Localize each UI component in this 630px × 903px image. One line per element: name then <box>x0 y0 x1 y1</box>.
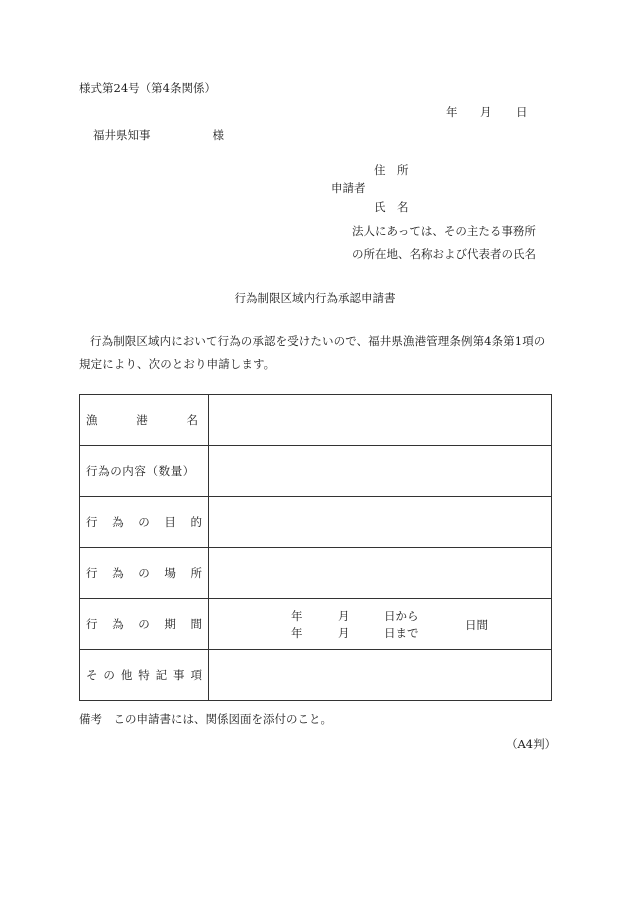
period-to-month: 月 <box>338 626 350 640</box>
content-label: 行為の内容（数量） <box>86 464 195 478</box>
period-values <box>209 599 551 649</box>
location-field[interactable] <box>209 548 552 599</box>
port-name-label: 漁 港 名 <box>86 413 198 427</box>
period-days: 日間 <box>465 618 488 632</box>
table-row-purpose <box>80 497 552 548</box>
date-month: 月 <box>480 105 492 119</box>
content-field[interactable] <box>209 446 552 497</box>
corporate-note-line1: 法人にあっては、その主たる事務所 <box>352 224 536 238</box>
applicant-name-label: 氏 名 <box>374 200 409 214</box>
other-notes-field[interactable] <box>209 650 552 701</box>
addressee-honorific: 様 <box>212 128 224 142</box>
corporate-note-line2: の所在地、名称および代表者の氏名 <box>352 247 536 261</box>
other-notes-label: そ の 他 特 記 事 項 <box>86 668 202 682</box>
application-statement: 行為制限区域内において行為の承認を受けたいので、福井県漁港管理条例第4条第1項の規定により、次のとおり申請します。 <box>79 334 546 371</box>
period-to-day: 日まで <box>384 626 419 640</box>
period-from-day: 日から <box>384 609 419 623</box>
table-row-period <box>80 599 552 650</box>
addressee-name: 福井県知事 <box>93 128 151 142</box>
period-label: 行 為 の 期 間 <box>86 617 202 631</box>
period-from-year: 年 <box>291 609 303 623</box>
table-row-location <box>80 548 552 599</box>
port-name-field[interactable] <box>209 395 552 446</box>
date-day: 日 <box>516 105 528 119</box>
applicant-label: 申請者 <box>331 181 366 195</box>
applicant-address-label: 住 所 <box>374 163 409 177</box>
remarks-note: 備考 この申請書には、関係図面を添付のこと。 <box>79 712 332 726</box>
date-line <box>446 104 528 120</box>
date-year: 年 <box>446 105 458 119</box>
table-row-port-name <box>80 395 552 446</box>
table-row-other <box>80 650 552 701</box>
location-label: 行 為 の 場 所 <box>86 566 202 580</box>
form-number-label: 様式第24号（第4条関係） <box>79 81 216 95</box>
purpose-field[interactable] <box>209 497 552 548</box>
period-field[interactable] <box>209 599 552 650</box>
application-table <box>79 394 552 701</box>
purpose-label: 行 為 の 目 的 <box>86 515 202 529</box>
period-to-year: 年 <box>291 626 303 640</box>
table-row-content <box>80 446 552 497</box>
addressee <box>93 127 224 143</box>
period-from-month: 月 <box>338 609 350 623</box>
document-title: 行為制限区域内行為承認申請書 <box>234 291 396 305</box>
paper-size-note: （A4判） <box>506 737 557 751</box>
